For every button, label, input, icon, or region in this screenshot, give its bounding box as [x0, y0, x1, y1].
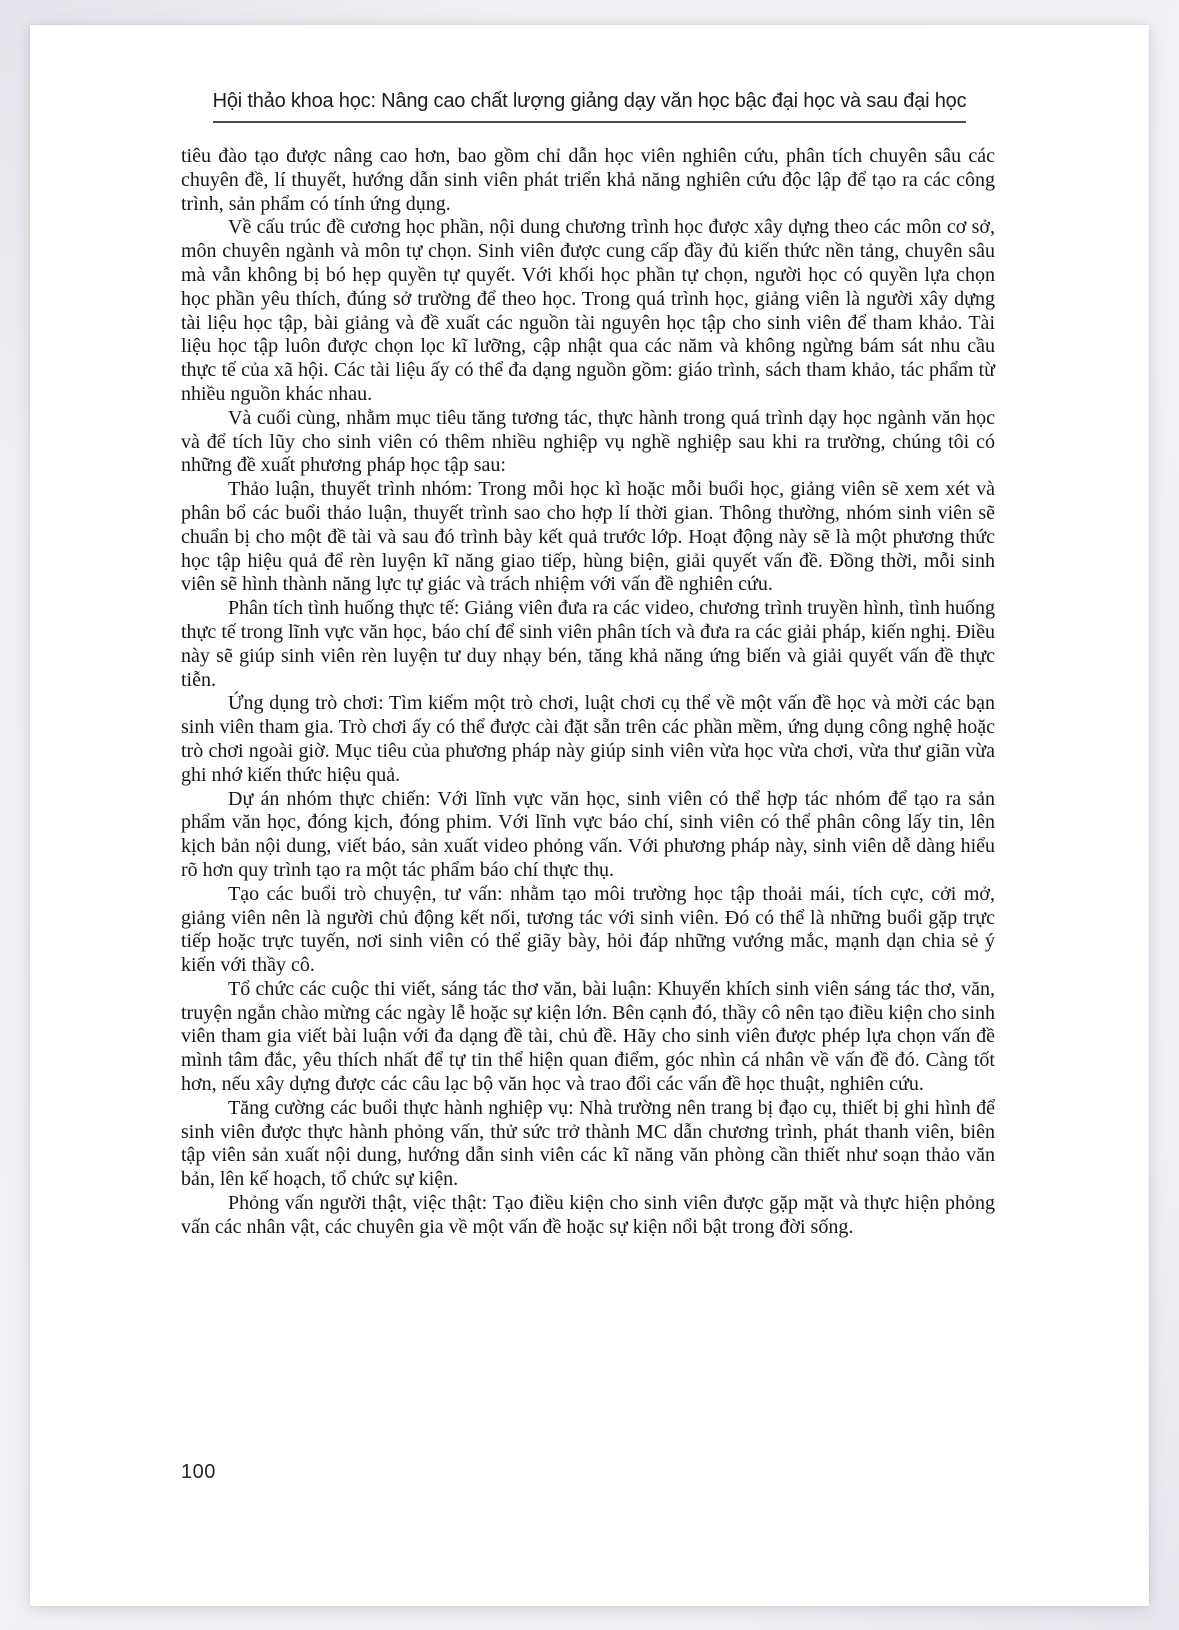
paragraph: Và cuối cùng, nhằm mục tiêu tăng tương tác, thực hành trong quá trình dạy học ngành văn học và để tích lũy cho sinh viên có thêm nhiều nghiệp vụ nghề nghiệp sau khi ra trường, chúng tôi có những đề xuất phương pháp học tập sau:	[181, 406, 995, 477]
paragraph: Ứng dụng trò chơi: Tìm kiếm một trò chơi, luật chơi cụ thể về một vấn đề học và mời các bạn sinh viên tham gia. Trò chơi ấy có thể được cài đặt sẵn trên các phần mềm, ứng dụng công nghệ hoặc trò chơi ngoài giờ. Mục tiêu của phương pháp này giúp sinh viên vừa học vừa chơi, vừa thư giãn vừa ghi nhớ kiến thức hiệu quả.	[181, 692, 995, 786]
page-number: 100	[181, 1461, 216, 1483]
paragraph: tiêu đào tạo được nâng cao hơn, bao gồm chỉ dẫn học viên nghiên cứu, phân tích chuyên sâu các chuyên đề, lí thuyết, hướng dẫn sinh viên phát triển khả năng nghiên cứu độc lập để tạo ra các công trình, sản phẩm có tính ứng dụng.	[181, 145, 995, 215]
paragraph: Về cấu trúc đề cương học phần, nội dung chương trình học được xây dựng theo các môn cơ sở, môn chuyên ngành và môn tự chọn. Sinh viên được cung cấp đầy đủ kiến thức nền tảng, chuyên sâu mà vẫn không bị bó hẹp quyền tự quyết. Với khối học phần tự chọn, người học có quyền lựa chọn học phần yêu thích, đúng sở trường để theo học. Trong quá trình học, giảng viên là người xây dựng tài liệu học tập, bài giảng và đề xuất các nguồn tài nguyên học tập cho sinh viên để tham khảo. Tài liệu học tập luôn được chọn lọc kĩ lưỡng, cập nhật qua các năm và không ngừng bám sát nhu cầu thực tế của xã hội. Các tài liệu ấy có thể đa dạng nguồn gồm: giáo trình, sách tham khảo, tác phẩm từ nhiều nguồn khác nhau.	[181, 216, 995, 405]
paragraph: Tăng cường các buổi thực hành nghiệp vụ: Nhà trường nên trang bị đạo cụ, thiết bị ghi hình để sinh viên được thực hành phỏng vấn, thử sức trở thành MC dẫn chương trình, phát thanh viên, biên tập viên sản xuất nội dung, hướng dẫn sinh viên các kĩ năng văn phòng cần thiết như soạn thảo văn bản, lên kế hoạch, tổ chức sự kiện.	[181, 1096, 995, 1191]
paragraph: Tổ chức các cuộc thi viết, sáng tác thơ văn, bài luận: Khuyến khích sinh viên sáng tác thơ, văn, truyện ngắn chào mừng các ngày lễ hoặc sự kiện lớn. Bên cạnh đó, thầy cô nên tạo điều kiện cho sinh viên tham gia viết bài luận với đa dạng đề tài, chủ đề. Hãy cho sinh viên được phép lựa chọn vấn đề mình tâm đắc, yêu thích nhất để tự tin thể hiện quan điểm, góc nhìn cá nhân về vấn đề đó. Càng tốt hơn, nếu xây dựng được các câu lạc bộ văn học và trao đổi các vấn đề học thuật, nghiên cứu.	[181, 977, 995, 1096]
paragraph: Phỏng vấn người thật, việc thật: Tạo điều kiện cho sinh viên được gặp mặt và thực hiện phỏng vấn các nhân vật, các chuyên gia về một vấn đề hoặc sự kiện nổi bật trong đời sống.	[181, 1192, 995, 1238]
paragraph: Thảo luận, thuyết trình nhóm: Trong mỗi học kì hoặc mỗi buổi học, giảng viên sẽ xem xét và phân bổ các buổi thảo luận, thuyết trình sao cho hợp lí thời gian. Thông thường, nhóm sinh viên sẽ chuẩn bị cho một đề tài và sau đó trình bày kết quả trước lớp. Hoạt động này sẽ là một phương thức học tập hiệu quả để rèn luyện kĩ năng giao tiếp, hùng biện, giải quyết vấn đề. Đồng thời, mỗi sinh viên sẽ hình thành năng lực tự giác và trách nhiệm với vấn đề nghiên cứu.	[181, 478, 995, 596]
paragraph: Dự án nhóm thực chiến: Với lĩnh vực văn học, sinh viên có thể hợp tác nhóm để tạo ra sản phẩm văn học, đóng kịch, đóng phim. Với lĩnh vực báo chí, sinh viên có thể phân công lấy tin, lên kịch bản nội dung, viết báo, sản xuất video phỏng vấn. Với phương pháp này, sinh viên dễ dàng hiểu rõ hơn quy trình tạo ra một tác phẩm báo chí thực thụ.	[181, 787, 995, 881]
page-header	[30, 25, 1149, 123]
paragraph: Phân tích tình huống thực tế: Giảng viên đưa ra các video, chương trình truyền hình, tình huống thực tế trong lĩnh vực văn học, báo chí để sinh viên phân tích và đưa ra các giải pháp, kiến nghị. Điều này sẽ giúp sinh viên rèn luyện tư duy nhạy bén, tăng khả năng ứng biến và giải quyết vấn đề thực tiễn.	[181, 597, 995, 691]
document-body	[30, 145, 1149, 1240]
document-page	[30, 25, 1149, 1606]
running-title: Hội thảo khoa học: Nâng cao chất lượng giảng dạy văn học bậc đại học và sau đại học	[213, 89, 967, 123]
paragraph: Tạo các buổi trò chuyện, tư vấn: nhằm tạo môi trường học tập thoải mái, tích cực, cởi mở, giảng viên nên là người chủ động kết nối, tương tác với sinh viên. Đó có thể là những buổi gặp trực tiếp hoặc trực tuyến, nơi sinh viên có thể giãy bày, hỏi đáp những vướng mắc, mạnh dạn chia sẻ ý kiến với thầy cô.	[181, 882, 995, 977]
